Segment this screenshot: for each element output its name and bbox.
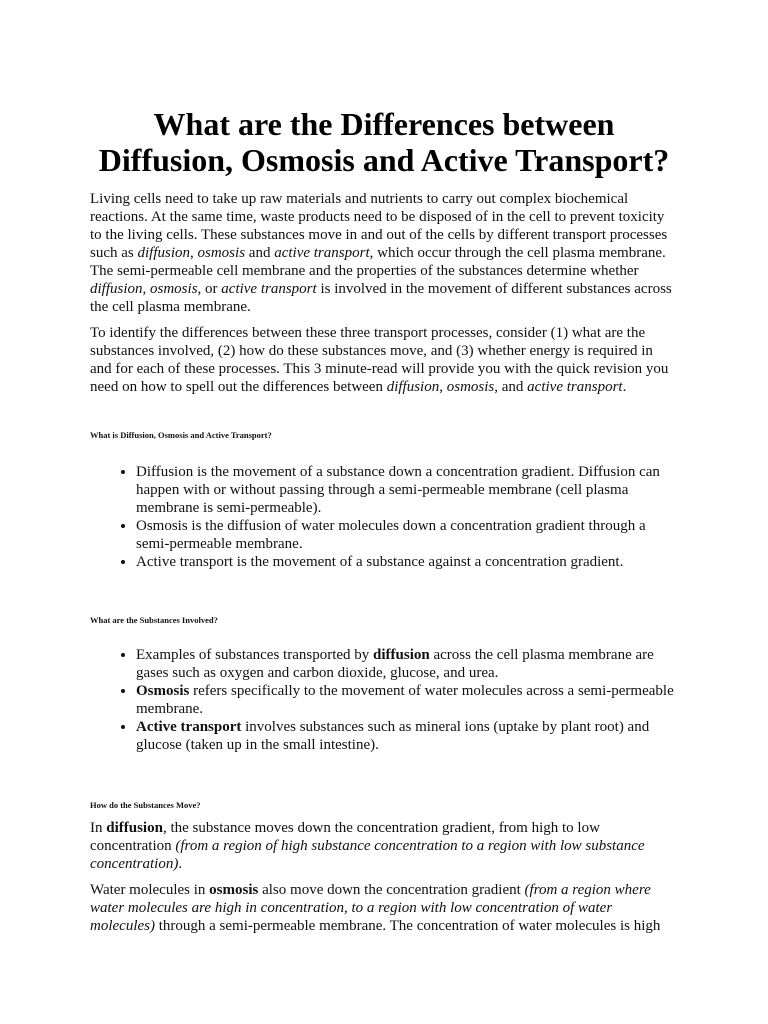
text: across the cell plasma membrane are gases such as oxygen and carbon dioxide, glucose, and urea. xyxy=(136,647,654,681)
substances-list xyxy=(90,646,678,754)
text: involves substances such as mineral ions (uptake by plant root) and glucose (taken up in the small intestine). xyxy=(136,719,650,753)
section-heading-what-is: What is Diffusion, Osmosis and Active Transport? xyxy=(90,430,272,440)
text: is involved in the movement of different substances across the cell plasma membrane. xyxy=(90,281,672,315)
text: , the substance moves down the concentration gradient, from high to low concentration xyxy=(90,820,600,854)
list-item: • Osmosis is the diffusion of water molecules down a concentration gradient through a semi-permeable membrane. xyxy=(136,517,678,553)
text: , or xyxy=(197,281,222,297)
term-osmosis: osmosis xyxy=(197,245,246,261)
definitions-list xyxy=(90,463,678,571)
term-osmosis: osmosis xyxy=(150,281,198,297)
text-italic: (from a region of high substance concentration to a region with low substance concentration) xyxy=(90,838,645,872)
term-active-transport: Active transport xyxy=(136,719,242,735)
text: through a semi-permeable membrane. The concentration of water molecules is high xyxy=(154,918,661,934)
text: , xyxy=(439,379,447,395)
movement-paragraph-2 xyxy=(90,881,678,935)
term-osmosis: Osmosis xyxy=(136,683,190,699)
term-osmosis: osmosis xyxy=(446,379,495,395)
text: also move down the concentration gradient xyxy=(258,882,525,898)
term-active-transport: active transport xyxy=(527,379,623,395)
text: Water molecules in xyxy=(90,882,210,898)
section-heading-substances: What are the Substances Involved? xyxy=(90,615,218,625)
term-diffusion: diffusion xyxy=(373,647,430,663)
intro-paragraph-2 xyxy=(90,324,678,396)
text: , which occur through the cell plasma membrane. The semi-permeable cell membrane and the properties of the substances determine whether xyxy=(90,245,666,279)
intro-paragraph-1 xyxy=(90,190,678,316)
list-item: • Diffusion is the movement of a substance down a concentration gradient. Diffusion can happen with or without passing through a semi-permeable membrane (cell plasma membrane is semi-permeable). xyxy=(136,463,678,517)
list-item xyxy=(136,718,678,754)
term-osmosis: osmosis xyxy=(209,882,259,898)
term-diffusion: diffusion xyxy=(137,245,191,261)
term-diffusion: diffusion xyxy=(90,281,143,297)
page-title: What are the Differences between Diffusion, Osmosis and Active Transport? xyxy=(98,106,670,178)
text: In xyxy=(90,820,107,836)
text: , xyxy=(142,281,151,297)
text: , xyxy=(190,245,198,261)
text: To identify the differences between these three transport processes, consider (1) what are the substances involved, (2) how do these substances move, and (3) whether energy is required in and for each of these processes. This 3 minute-read will provide you with the quick revision you need on how to spell out the differences between xyxy=(90,325,669,395)
list-item xyxy=(136,682,678,718)
term-active-transport: active transport xyxy=(274,245,370,261)
text: . xyxy=(622,379,627,395)
text: and xyxy=(245,245,275,261)
text: , and xyxy=(494,379,528,395)
term-active-transport: active transport xyxy=(221,281,317,297)
term-diffusion: diffusion xyxy=(106,820,163,836)
list-item xyxy=(136,646,678,682)
text-italic: (from a region where water molecules are high in concentration, to a region with low concentration of water molecules) xyxy=(90,882,651,934)
text: . xyxy=(178,856,183,872)
text: Examples of substances transported by xyxy=(136,647,374,663)
text: refers specifically to the movement of water molecules across a semi-permeable membrane. xyxy=(136,683,674,717)
text: Living cells need to take up raw materials and nutrients to carry out complex biochemical reactions. At the same time, waste products need to be disposed of in the cell to prevent toxicity to the living cells. These substances move in and out of the cells by different transport processes such as xyxy=(90,191,668,261)
term-diffusion: diffusion xyxy=(386,379,440,395)
list-item: • Active transport is the movement of a substance against a concentration gradient. xyxy=(136,553,678,571)
section-heading-how-move: How do the Substances Move? xyxy=(90,800,201,810)
movement-paragraph-1 xyxy=(90,819,678,873)
